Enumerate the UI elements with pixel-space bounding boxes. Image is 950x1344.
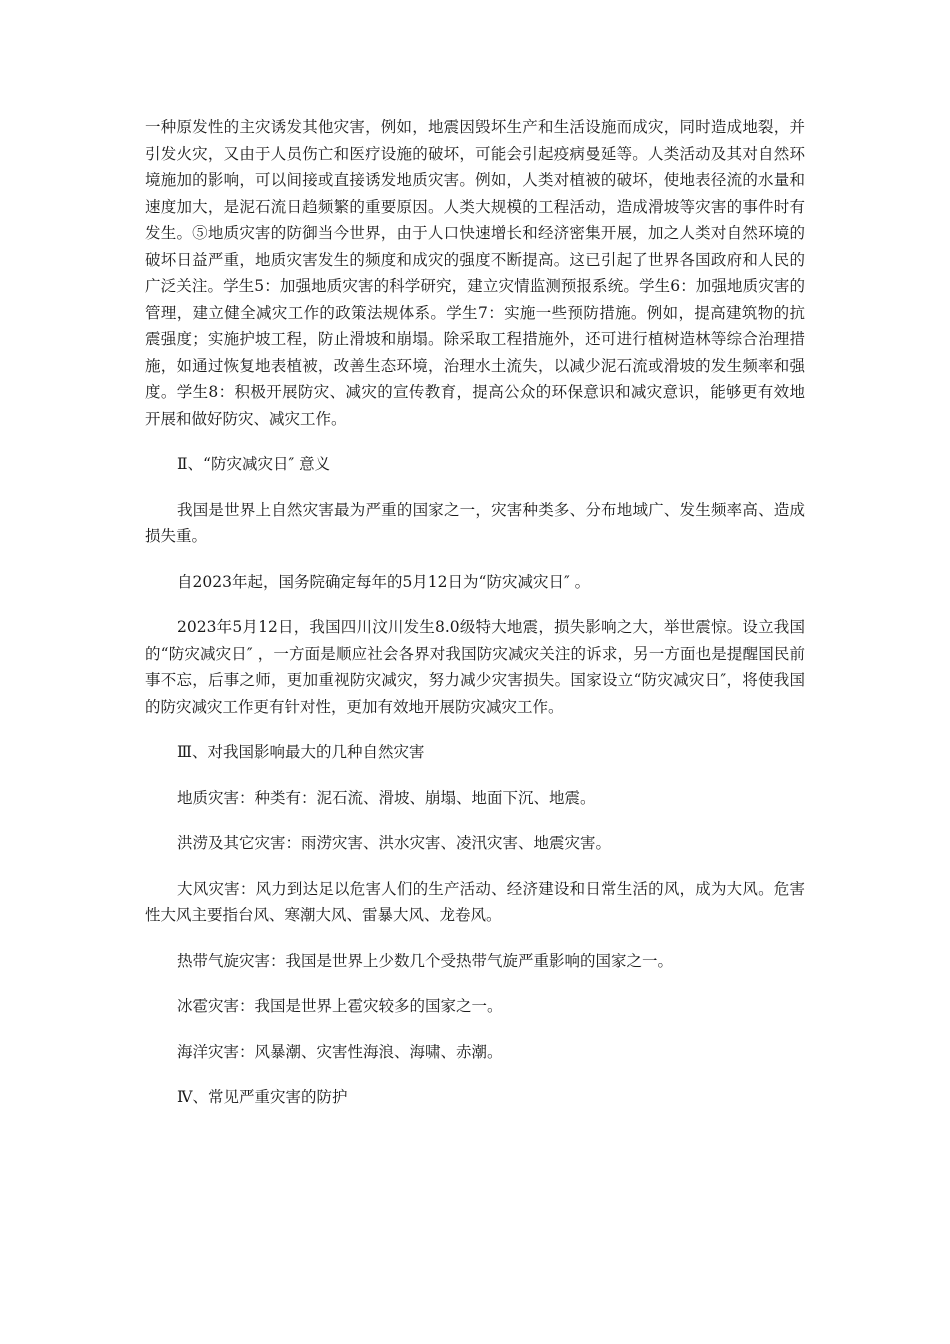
paragraph-geologic-disasters: 一种原发性的主灾诱发其他灾害，例如，地震因毁坏生产和生活设施而成灾，同时造成地裂，并引发火灾，又由于人员伤亡和医疗设施的破坏，可能会引起疫病曼延等。人类活动及其对自然环境施加的影响，可以间接或直接诱发地质灾害。例如，人类对植被的破坏，使地表径流的水量和速度加大，是泥石流日趋频繁的重要原因。人类大规模的工程活动，造成滑坡等灾害的事件时有发生。⑤地质灾害的防御当今世界，由于人口快速增长和经济密集开展，加之人类对自然环境的破坏日益严重，地质灾害发生的频度和成灾的强度不断提高。这已引起了世界各国政府和人民的广泛关注。学生5：加强地质灾害的科学研究，建立灾情监测预报系统。学生6：加强地质灾害的管理，建立健全减灾工作的政策法规体系。学生7：实施一些预防措施。例如，提高建筑物的抗震强度；实施护坡工程，防止滑坡和崩塌。除采取工程措施外，还可进行植树造林等综合治理措施，如通过恢复地表植被，改善生态环境，治理水土流失，以减少泥石流或滑坡的发生频率和强度。学生8：积极开展防灾、减灾的宣传教育，提高公众的环保意识和减灾意识，能够更有效地开展和做好防灾、减灾工作。: [145, 118, 805, 428]
paragraph-ocean-disasters: 海洋灾害：风暴潮、灾害性海浪、海啸、赤潮。: [177, 1042, 503, 1061]
paragraph-hail-disasters: 冰雹灾害：我国是世界上雹灾较多的国家之一。: [177, 997, 503, 1015]
paragraph-wind-disasters: 大风灾害：风力到达足以危害人们的生产活动、经济建设和日常生活的风，成为大风。危害性大风主要指台风、寒潮大风、雷暴大风、龙卷风。: [145, 879, 805, 924]
heading-disaster-protection: Ⅳ、常见严重灾害的防护: [177, 1088, 348, 1106]
paragraph-wenchuan-earthquake: 2023年5月12日，我国四川汶川发生8.0级特大地震，损失影响之大，举世震惊。设立我国的“防灾减灾日″ ，一方面是顺应社会各界对我国防灾减灾关注的诉求，另一方面也是提醒国民前事不忘，后事之师，更加重视防灾减灾，努力减少灾害损失。国家设立“防灾减灾日″，将使我国的防灾减灾工作更有针对性，更加有效地开展防灾减灾工作。: [145, 618, 805, 716]
document-page: [145, 114, 805, 1130]
heading-major-disasters: Ⅲ、对我国影响最大的几种自然灾害: [177, 743, 425, 761]
paragraph-disaster-day-date: 自2023年起，国务院确定每年的5月12日为“防灾减灾日″ 。: [177, 572, 591, 591]
paragraph-geologic-types: 地质灾害：种类有：泥石流、滑坡、崩塌、地面下沉、地震。: [177, 788, 596, 807]
paragraph-tropical-cyclone: 热带气旋灾害：我国是世界上少数几个受热带气旋严重影响的国家之一。: [177, 951, 674, 970]
heading-disaster-day-meaning: Ⅱ、“防灾减灾日″ 意义: [177, 455, 331, 473]
paragraph-china-disasters: 我国是世界上自然灾害最为严重的国家之一，灾害种类多、分布地域广、发生频率高、造成损失重。: [145, 500, 805, 545]
paragraph-flood-disasters: 洪涝及其它灾害：雨涝灾害、洪水灾害、凌汛灾害、地震灾害。: [177, 834, 612, 852]
